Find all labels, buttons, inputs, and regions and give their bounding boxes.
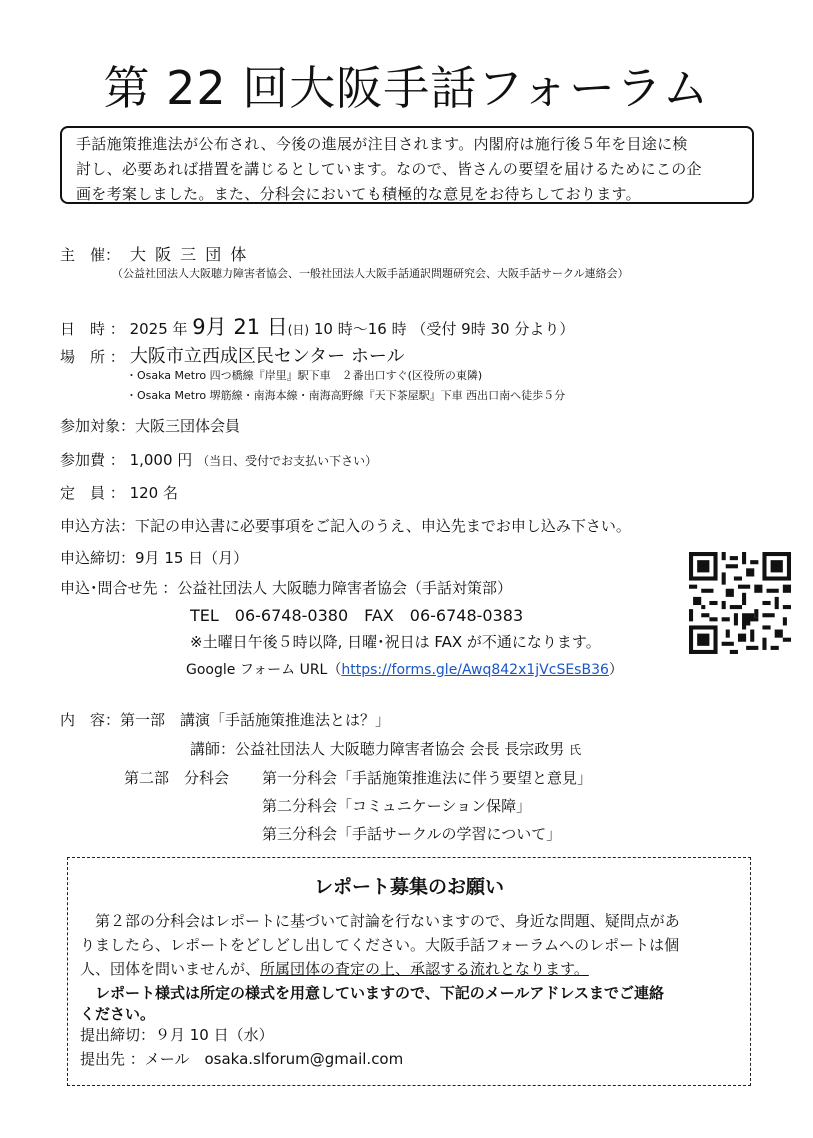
intro-line: 討し、必要あれば措置を講じるとしています。なので、皆さんの要望を届けるためにこの企: [76, 160, 702, 178]
google-form-label: Google フォーム URL（: [186, 662, 342, 678]
contact-row: [60, 577, 512, 598]
lecturer-row: [190, 738, 581, 759]
qr-code-image: [689, 552, 791, 654]
report-body-1: 第２部の分科会はレポートに基づいて討論を行ないますので、身近な問題、疑問点があ: [80, 912, 680, 930]
intro-line: 画を考案しました。また、分科会においても積極的な意見をお待ちしております。: [76, 185, 641, 203]
capacity-row: [60, 482, 178, 503]
participants-value: 大阪三団体会員: [135, 417, 241, 435]
report-title: レポート募集のお願い: [313, 876, 504, 898]
lecturer-honorific: 氏: [569, 743, 582, 757]
google-form-link[interactable]: https://forms.gle/Awq842x1jVcSEsB36: [341, 662, 609, 678]
venue-label: 場 所 ：: [60, 348, 125, 366]
google-form-close: ）: [608, 662, 623, 678]
report-body-3a: 人、団体を問いませんが、: [80, 960, 261, 978]
report-submit: 提出先 ：メール osaka.slforum@gmail.com: [80, 1050, 404, 1068]
report-bold-2: ください。: [80, 1005, 156, 1023]
page-title: 第 22 回大阪手話フォーラム: [103, 61, 710, 115]
session-2: 第二分科会「コミュニケーション保障」: [262, 797, 532, 815]
report-box: [67, 857, 751, 1086]
contact-note: ※土曜日午後５時以降, 日曜･祝日は FAX が不通になります。: [190, 633, 601, 651]
lecturer: 講師：公益社団法人 大阪聴力障害者協会 会長 長宗政男: [190, 740, 565, 758]
datetime-label: 日 時 ：: [60, 320, 125, 338]
fee-note: （当日、受付でお支払い下さい）: [197, 454, 378, 468]
report-bold-1: レポート様式は所定の様式を用意していますので、下記のメールアドレスまでご連絡: [80, 984, 664, 1002]
organizer-label: 主 催：: [60, 246, 121, 264]
datetime-row: [60, 311, 574, 341]
datetime-date: 9月 21 日: [192, 315, 288, 339]
program-label: 内 容：: [60, 711, 121, 729]
report-body-3b: 所属団体の査定の上、承認する流れとなります。: [260, 960, 589, 978]
google-form-row: [186, 659, 623, 679]
participants-label: 参加対象：: [60, 417, 136, 435]
report-body-2: りましたら、レポートをどしどし出してください。大阪手話フォーラムへのレポートは個: [80, 936, 680, 954]
report-body-3: [80, 958, 589, 979]
fee-row: [60, 449, 377, 470]
datetime-weekday: (日): [287, 323, 310, 337]
apply-method-label: 申込方法：: [60, 517, 136, 535]
deadline-label: 申込締切：: [60, 549, 136, 567]
session-1: 第一分科会「手話施策推進法に伴う要望と意見」: [262, 769, 593, 787]
apply-method-value: 下記の申込書に必要事項をご記入のうえ、申込先までお申し込み下さい。: [135, 517, 631, 535]
datetime-year: 2025 年: [129, 320, 188, 338]
intro-line: 手話施策推進法が公布され、今後の進展が注目されます。内閣府は施行後５年を目途に検: [76, 135, 688, 153]
contact-label: 申込･問合せ先 ：: [60, 579, 178, 597]
contact-org: 公益社団法人 大阪聴力障害者協会（手話対策部）: [177, 579, 513, 597]
venue-row: [60, 342, 405, 368]
report-deadline: 提出締切：９月 10 日（水）: [80, 1026, 274, 1044]
contact-tel-fax: TEL 06-6748-0380 FAX 06-6748-0383: [190, 606, 524, 625]
deadline-row: [60, 547, 248, 568]
program-row: [60, 709, 390, 730]
organizer-detail: （公益社団法人大阪聴力障害者協会、一般社団法人大阪手話通訳問題研究会、大阪手話サークル連絡会）: [112, 267, 629, 280]
program-part1: 第一部 講演「手話施策推進法とは？」: [120, 711, 391, 729]
session-3: 第三分科会「手話サークルの学習について」: [262, 825, 562, 843]
participants-row: [60, 415, 240, 436]
datetime-time: 10 時〜16 時: [313, 320, 407, 338]
datetime-reception: （受付 9時 30 分より）: [411, 320, 575, 338]
venue-value: 大阪市立西成区民センター ホール: [129, 346, 405, 367]
fee-value: 1,000 円: [129, 451, 193, 469]
deadline-value: 9月 15 日（月）: [135, 549, 249, 567]
program-part2: 第二部 分科会: [124, 769, 230, 787]
fee-label: 参加費 ：: [60, 451, 125, 469]
venue-access-2: ・Osaka Metro 堺筋線・南海本線・南海高野線『天下茶屋駅』下車 西出口南へ徒歩５分: [126, 389, 566, 402]
venue-access-1: ・Osaka Metro 四つ橋線『岸里』駅下車 ２番出口すぐ(区役所の東隣): [126, 369, 483, 382]
apply-method-row: [60, 515, 631, 536]
intro-box: [60, 126, 754, 204]
capacity-value: 120 名: [129, 484, 178, 502]
capacity-label: 定 員 ：: [60, 484, 125, 502]
organizer-value: 大 阪 三 団 体: [130, 245, 249, 264]
